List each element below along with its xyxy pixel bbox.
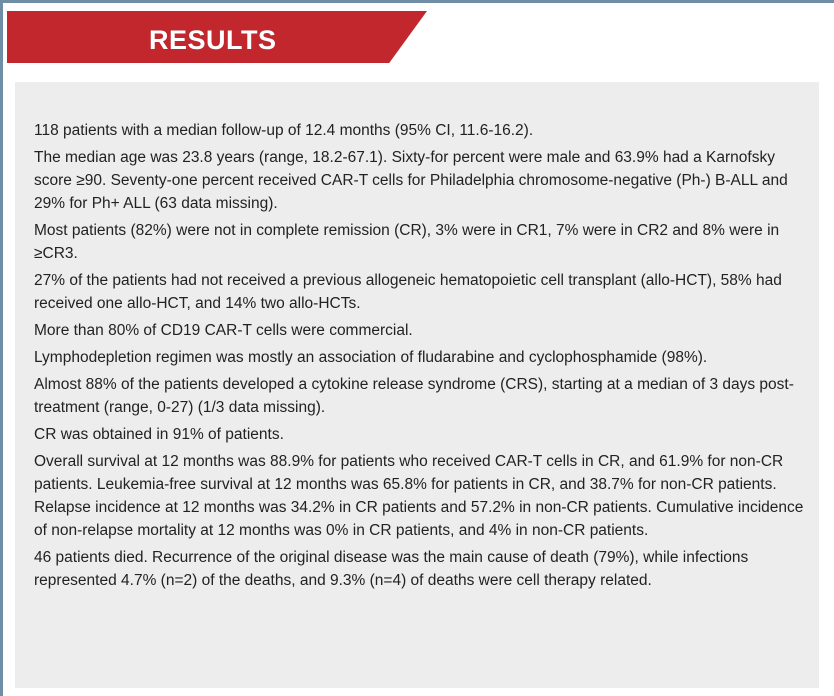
results-paragraph-deaths: 46 patients died. Recurrence of the original disease was the main cause of death (79%), while infections represented 4.7% (n=2) of the deaths, and 9.3% (n=4) of deaths were cell therapy related. xyxy=(34,549,749,589)
results-paragraph-lymphodepletion: Lymphodepletion regimen was mostly an association of fludarabine and cyclophosphamide (98%). xyxy=(34,349,708,366)
section-title: RESULTS xyxy=(149,25,277,55)
results-paragraph-followup: 118 patients with a median follow-up of 12.4 months (95% CI, 11.6-16.2). xyxy=(34,122,534,139)
results-paragraph-cart-source: More than 80% of CD19 CAR-T cells were commercial. xyxy=(34,322,413,339)
results-paragraph-demographics: The median age was 23.8 years (range, 18.2-67.1). Sixty-for percent were male and 63.9% had a Karnofsky score ≥90. Seventy-one percent received CAR-T cells for Philadelphia chromosome-negative (Ph-) B-ALL and 29% for Ph+ ALL (63 data missing). xyxy=(34,149,788,212)
top-border xyxy=(0,0,834,3)
results-text xyxy=(34,119,804,596)
left-border xyxy=(0,0,3,696)
results-paragraph-cr-rate: CR was obtained in 91% of patients. xyxy=(34,426,284,443)
results-paragraph-survival: Overall survival at 12 months was 88.9% for patients who received CAR-T cells in CR, and 61.9% for non-CR patients. Leukemia-free survival at 12 months was 65.8% for patients in CR, and 38.7% for non-CR patients. Relapse incidence at 12 months was 34.2% in CR patients and 57.2% in non-CR patients. Cumulative incidence of non-relapse mortality at 12 months was 0% in CR patients, and 4% in non-CR patients. xyxy=(34,453,804,539)
results-paragraph-transplant-history: 27% of the patients had not received a previous allogeneic hematopoietic cell transplant (allo-HCT), 58% had received one allo-HCT, and 14% two allo-HCTs. xyxy=(34,272,782,312)
results-paragraph-crs: Almost 88% of the patients developed a cytokine release syndrome (CRS), starting at a median of 3 days post-treatment (range, 0-27) (1/3 data missing). xyxy=(34,376,794,416)
results-paragraph-remission-status: Most patients (82%) were not in complete remission (CR), 3% were in CR1, 7% were in CR2 and 8% were in ≥CR3. xyxy=(34,222,780,262)
